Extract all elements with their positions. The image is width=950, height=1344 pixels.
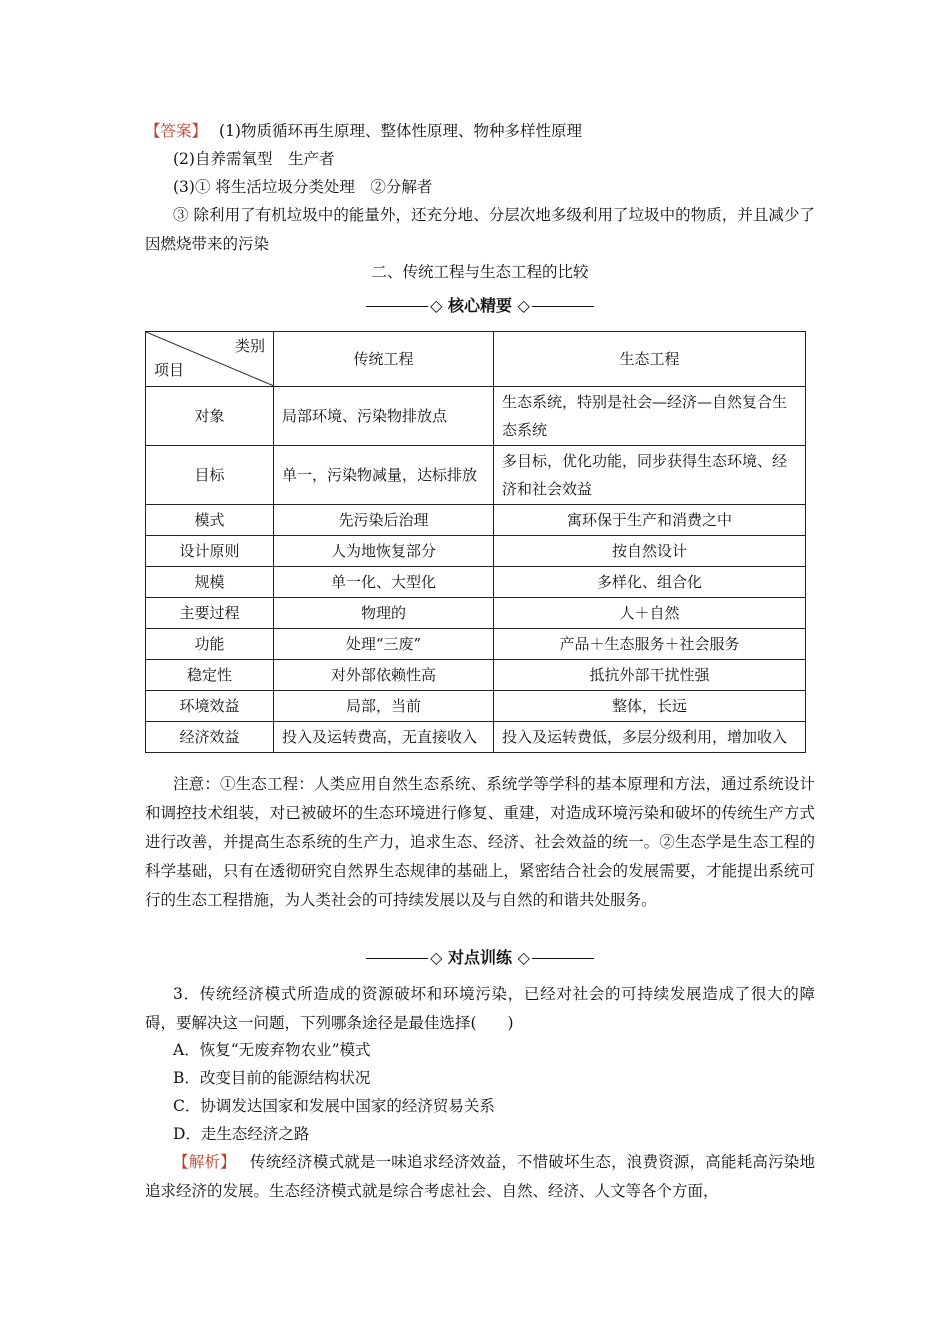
table-header-row [146, 332, 806, 387]
table-row [146, 505, 806, 536]
row-trad: 单一化、大型化 [274, 567, 494, 598]
row-trad: 单一，污染物减量，达标排放 [274, 446, 494, 505]
analysis-paragraph [145, 1148, 815, 1206]
row-trad: 物理的 [274, 598, 494, 629]
table-row [146, 387, 806, 446]
row-item: 经济效益 [146, 722, 274, 753]
row-trad: 投入及运转费高，无直接收入 [274, 722, 494, 753]
table-row [146, 446, 806, 505]
row-item: 稳定性 [146, 660, 274, 691]
row-item: 设计原则 [146, 536, 274, 567]
table-row [146, 536, 806, 567]
diagonal-header-cell [146, 332, 274, 387]
table-row [146, 567, 806, 598]
row-eco: 产品＋生态服务＋社会服务 [494, 629, 806, 660]
row-eco: 按自然设计 [494, 536, 806, 567]
row-eco: 投入及运转费低，多层分级利用，增加收入 [494, 722, 806, 753]
row-trad: 处理“三废” [274, 629, 494, 660]
row-item: 对象 [146, 387, 274, 446]
answer-line-1 [145, 117, 815, 146]
table-row [146, 722, 806, 753]
comparison-table [145, 331, 806, 753]
analysis-text: 传统经济模式就是一味追求经济效益，不惜破坏生态，浪费资源，高能耗高污染地追求经济的发展。生态经济模式就是综合考虑社会、自然、经济、人文等各个方面， [145, 1153, 815, 1200]
table-row [146, 629, 806, 660]
row-eco: 多目标，优化功能，同步获得生态环境、经济和社会效益 [494, 446, 806, 505]
row-item: 模式 [146, 505, 274, 536]
option-c: C．协调发达国家和发展中国家的经济贸易关系 [173, 1097, 495, 1115]
core-header: ◇ 核心精要 ◇ [145, 293, 815, 316]
diag-top-label: 类别 [234, 337, 265, 355]
option-b: B．改变目前的能源结构状况 [173, 1069, 371, 1087]
row-trad: 局部，当前 [274, 691, 494, 722]
col-header-eco: 生态工程 [494, 332, 806, 387]
row-eco: 生态系统，特别是社会—经济—自然复合生态系统 [494, 387, 806, 446]
diag-bottom-label: 项目 [154, 361, 185, 379]
row-item: 功能 [146, 629, 274, 660]
option-d: D．走生态经济之路 [173, 1125, 310, 1143]
answer-tag: 【答案】 [145, 122, 208, 140]
row-item: 规模 [146, 567, 274, 598]
table-row [146, 598, 806, 629]
col-header-traditional: 传统工程 [274, 332, 494, 387]
answer-line-2: (2)自养需氧型 生产者 [173, 150, 335, 168]
table-row [146, 660, 806, 691]
analysis-tag: 【解析】 [173, 1153, 236, 1171]
row-eco: 人＋自然 [494, 598, 806, 629]
row-item: 目标 [146, 446, 274, 505]
answer-line-4: ③ 除利用了有机垃圾中的能量外，还充分地、分层次地多级利用了垃圾中的物质，并且减少了因燃烧带来的污染 [145, 206, 815, 253]
row-item: 主要过程 [146, 598, 274, 629]
option-a: A．恢复“无废弃物农业”模式 [173, 1041, 371, 1059]
section-title: 二、传统工程与生态工程的比较 [371, 263, 589, 281]
row-eco: 多样化、组合化 [494, 567, 806, 598]
table-row [146, 691, 806, 722]
row-trad: 人为地恢复部分 [274, 536, 494, 567]
row-eco: 抵抗外部干扰性强 [494, 660, 806, 691]
row-trad: 对外部依赖性高 [274, 660, 494, 691]
answer-line-3: (3)① 将生活垃圾分类处理 ②分解者 [173, 178, 433, 196]
core-label: 核心精要 [447, 296, 512, 315]
row-eco: 寓环保于生产和消费之中 [494, 505, 806, 536]
row-trad: 先污染后治理 [274, 505, 494, 536]
answer-text-1: (1)物质循环再生原理、整体性原理、物种多样性原理 [219, 122, 582, 140]
row-eco: 整体，长远 [494, 691, 806, 722]
practice-header: ◇ 对点训练 ◇ [145, 945, 815, 968]
question-stem: 3．传统经济模式所造成的资源破坏和环境污染，已经对社会的可持续发展造成了很大的障碍，要解决这一问题，下列哪条途径是最佳选择( ) [145, 985, 815, 1032]
row-trad: 局部环境、污染物排放点 [274, 387, 494, 446]
row-item: 环境效益 [146, 691, 274, 722]
practice-label: 对点训练 [447, 948, 512, 967]
note-paragraph: 注意：①生态工程：人类应用自然生态系统、系统学等学科的基本原理和方法，通过系统设计和调控技术组装，对已被破坏的生态环境进行修复、重建，对造成环境污染和破坏的传统生产方式进行改善，并提高生态系统的生产力，追求生态、经济、社会效益的统一。②生态学是生态工程的科学基础，只有在透彻研究自然界生态规律的基础上，紧密结合社会的发展需要，才能提出系统可行的生态工程措施，为人类社会的可持续发展以及与自然的和谐共处服务。 [145, 775, 815, 909]
